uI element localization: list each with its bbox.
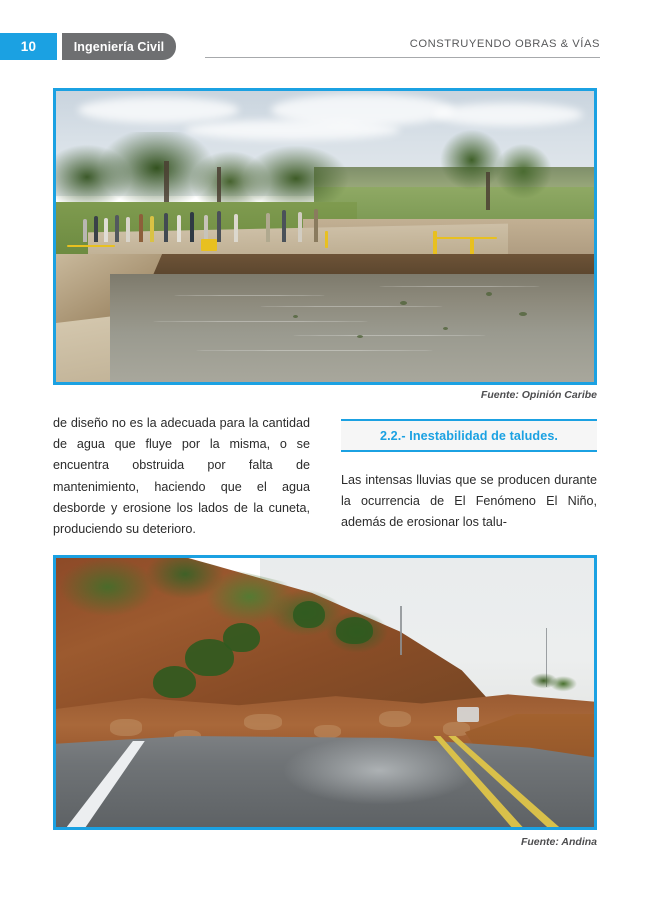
- photo1-person: [83, 219, 87, 243]
- page-header: [0, 33, 650, 63]
- photo1-floating-debris: [519, 312, 527, 316]
- photo1-barrier-rail: [433, 237, 498, 239]
- figure-caption-bottom: Fuente: Andina: [520, 836, 597, 848]
- photo1-person: [164, 213, 168, 242]
- section-heading-2-2: 2.2.- Inestabilidad de taludes.: [341, 419, 597, 452]
- photo1-person: [217, 211, 221, 242]
- paragraph-left-column: de diseño no es la adecuada para la cantidad de agua que fluye por la misma, o se encuentra obstruida por falta de mantenimiento, haciendo que el agua desborde y erosione los lados de la cuneta, produciendo su deterioro.: [53, 416, 310, 537]
- photo2-rock: [244, 714, 282, 730]
- photo1-person: [282, 210, 286, 243]
- photo1-person: [190, 212, 194, 242]
- photo1-crowd: [67, 202, 336, 243]
- photo1-person: [250, 211, 254, 243]
- photo1-river-water: [110, 274, 594, 382]
- photo1-ripple: [153, 321, 368, 322]
- photo1-person: [94, 216, 98, 242]
- photo1-person: [204, 215, 208, 243]
- photo2-rock: [379, 711, 411, 727]
- running-title: CONSTRUYENDO OBRAS & VÍAS: [409, 38, 600, 50]
- figure-caption-top: Fuente: Opinión Caribe: [480, 389, 597, 401]
- photo1-tree-trunk: [486, 172, 490, 210]
- photo-road-collapse: [56, 91, 594, 382]
- photo1-person: [126, 217, 130, 242]
- photo1-tree-trunk: [164, 161, 169, 208]
- photo1-person: [104, 218, 108, 242]
- photo1-cloud: [78, 97, 239, 123]
- photo1-ripple: [196, 350, 433, 351]
- photo2-bush: [336, 617, 374, 644]
- photo1-person: [115, 215, 119, 242]
- photo1-person: [266, 213, 270, 242]
- photo1-floating-debris: [400, 301, 407, 305]
- photo-landslide: [56, 558, 594, 827]
- figure-landslide: [53, 555, 597, 830]
- photo1-barrier-rail: [67, 245, 115, 247]
- photo1-person: [314, 209, 318, 242]
- header-divider: [205, 57, 600, 58]
- photo1-marker-post: [325, 231, 328, 248]
- paragraph-right-column: Las intensas lluvias que se producen durante la ocurrencia de El Fenómeno El Niño, además de erosionar los talu-: [341, 473, 597, 530]
- page-number: 10: [0, 33, 57, 60]
- photo2-utility-pole: [400, 606, 402, 654]
- photo1-floating-debris: [293, 315, 298, 318]
- photo2-bush: [153, 666, 196, 698]
- photo2-distant-truck: [457, 707, 479, 722]
- photo1-person: [139, 214, 143, 243]
- section-tab-label: Ingeniería Civil: [62, 33, 176, 60]
- photo2-rock: [110, 719, 142, 735]
- photo1-floating-debris: [443, 327, 448, 330]
- photo1-treeline: [56, 132, 443, 208]
- photo1-barrier-post: [433, 231, 437, 257]
- photo1-person: [298, 212, 302, 242]
- photo1-right-tree: [433, 126, 562, 207]
- photo1-ripple: [174, 295, 325, 296]
- figure-road-collapse: [53, 88, 597, 385]
- photo1-person: [234, 214, 238, 243]
- photo1-person: [150, 216, 154, 242]
- photo1-equipment: [201, 239, 217, 251]
- photo1-cloud: [433, 103, 584, 126]
- photo2-bush: [293, 601, 325, 628]
- photo1-person: [177, 215, 181, 242]
- photo1-ripple: [379, 286, 540, 287]
- photo2-bush: [223, 623, 261, 653]
